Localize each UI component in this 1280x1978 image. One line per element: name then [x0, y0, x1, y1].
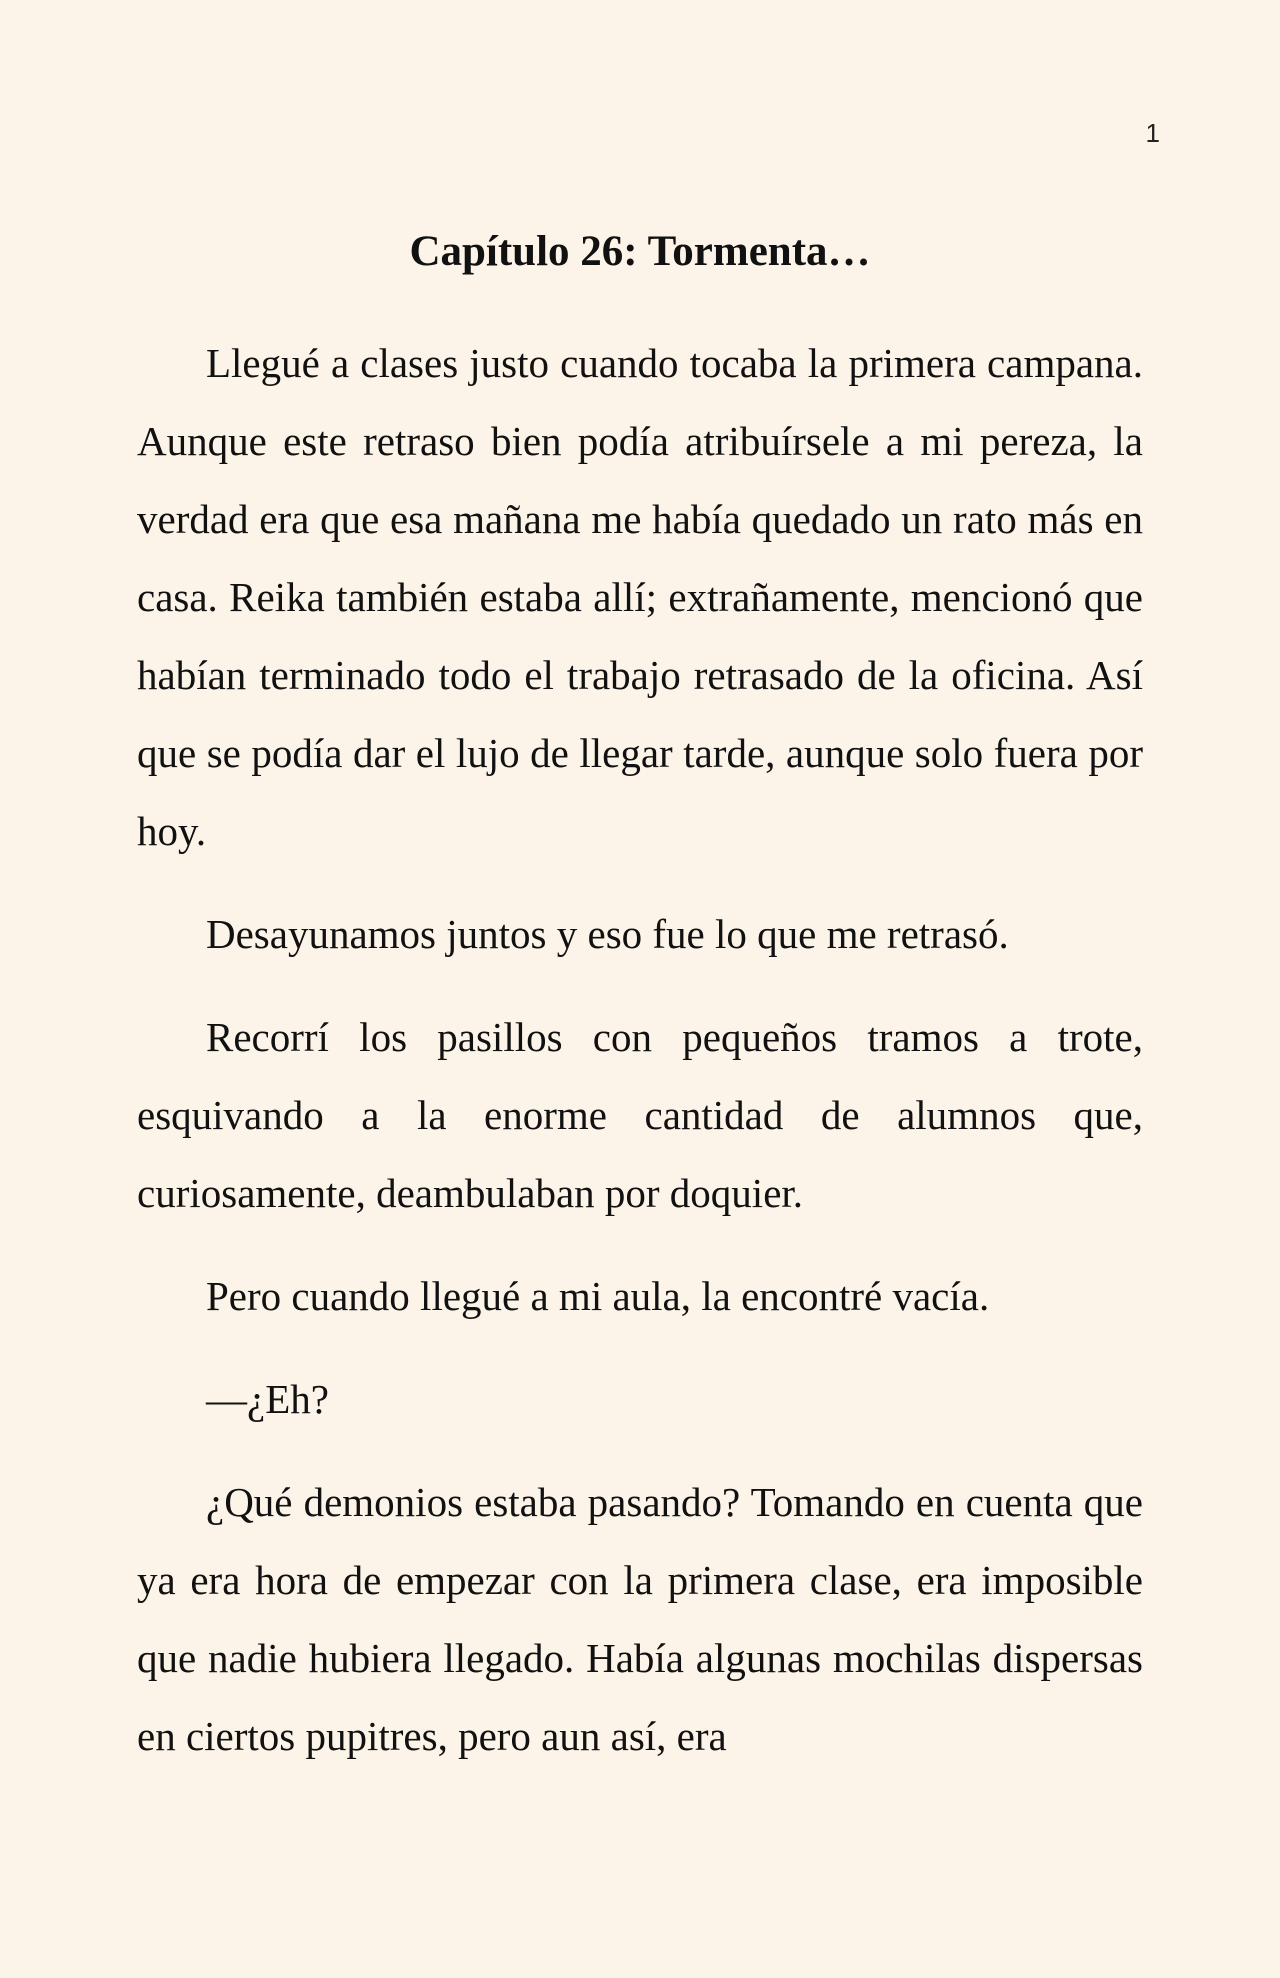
paragraph: Llegué a clases justo cuando tocaba la primera campana. Aunque este retraso bien podía atribuírsele a mi pereza, la verdad era que esa mañana me había quedado un rato más en casa. Reika también estaba allí; extrañamente, mencionó que habían terminado todo el trabajo retrasado de la oficina. Así que se podía dar el lujo de llegar tarde, aunque solo fuera por hoy. — [137, 340, 1143, 854]
paragraph: Recorrí los pasillos con pequeños tramos a trote, esquivando a la enorme cantidad de alumnos que, curiosamente, deambulaban por doquier. — [137, 1014, 1143, 1216]
paragraph: Pero cuando llegué a mi aula, la encontré vacía. — [206, 1273, 990, 1319]
chapter-title: Capítulo 26: Tormenta… — [409, 228, 871, 275]
paragraph: —¿Eh? — [206, 1376, 329, 1422]
paragraph: ¿Qué demonios estaba pasando? Tomando en cuenta que ya era hora de empezar con la primera clase, era imposible que nadie hubiera llegado. Había algunas mochilas dispersas en ciertos pupitres, pero aun así, era — [137, 1479, 1143, 1759]
body-text — [137, 324, 1143, 1800]
paragraph: Desayunamos juntos y eso fue lo que me retrasó. — [206, 911, 1009, 957]
page-number: 1 — [1145, 118, 1160, 148]
